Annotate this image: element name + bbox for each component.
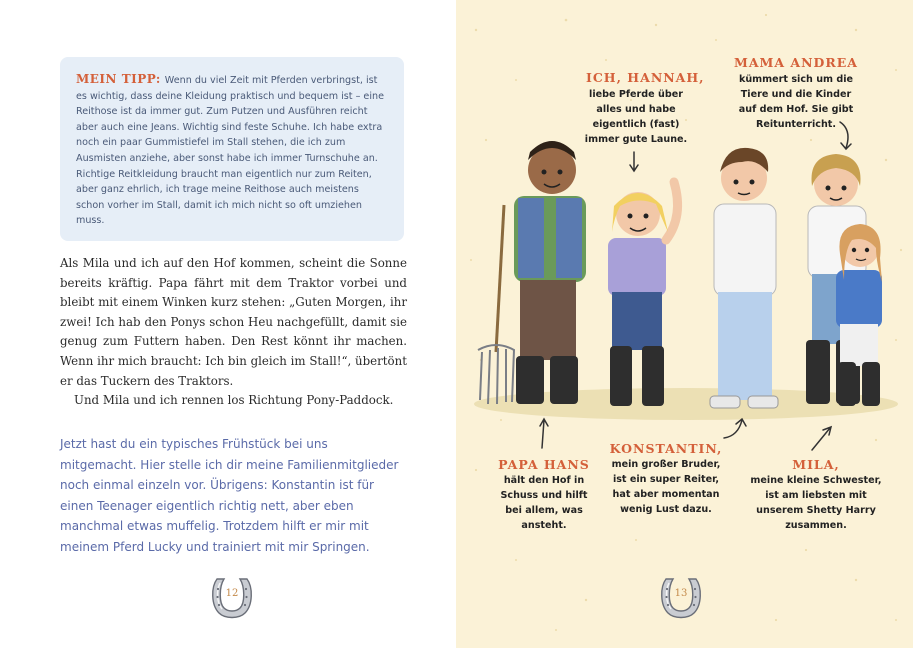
hannah-name: ICH, HANNAH, [586, 70, 705, 85]
page-number-left: 12 [225, 588, 239, 599]
horseshoe-icon [658, 575, 704, 623]
hans-description: hält den Hof in Schuss und hilft bei allem, was ansteht. [500, 475, 588, 531]
andrea-name: MAMA ANDREA [733, 55, 858, 70]
tip-text: Wenn du viel Zeit mit Pferden verbringst, ist es wichtig, dass deine Kleidung praktisch und bequem ist – eine Reithose ist da immer gut. Zum Putzen und Ausführen reicht aber auch eine Jeans. Wichtig sind feste Schuhe. Ich habe extra noch ein paar Gummistiefel im Stall stehen, die ich zum Ausmisten anziehe, aber sonst habe ich immer Turnschuhe an. Richtige Reitkleidung braucht man eigentlich nur zum Reiten, aber ganz ehrlich, ich trage meine Reithose auch meistens schon vorher im Stall, damit ich mich nicht so oft umziehen muss. [76, 75, 384, 227]
konstantin-figure [710, 148, 778, 408]
konstantin-description: mein großer Bruder, ist ein super Reiter, hat aber momentan wenig Lust dazu. [611, 459, 721, 515]
tip-box [60, 57, 404, 241]
left-page [0, 0, 456, 648]
andrea-description: kümmert sich um die Tiere und die Kinder auf dem Hof. Sie gibt Reitunterricht. [738, 74, 854, 130]
story-text [60, 254, 407, 411]
story-paragraph-1: Als Mila und ich auf den Hof kommen, scheint die Sonne bereits kräftig. Papa fährt mit dem Traktor vorbei und bleibt mit einem Winken kurz stehen: „Guten Morgen, ihr zwei! Ich hab den Ponys schon Heu nachgefüllt, damit sie genug zum Futtern haben. Den Rest könnt ihr machen. Wenn ihr mich braucht: Ich bin gleich im Stall!“, übertönt er das Tuckern des Traktors. [60, 256, 407, 388]
papa-hans-figure [478, 141, 586, 404]
hans-name: PAPA HANS [498, 457, 590, 472]
hannah-description: liebe Pferde über alles und habe eigentlich (fast) immer gute Laune. [584, 89, 688, 145]
family-intro-text: Jetzt hast du ein typisches Frühstück bei uns mitgemacht. Hier stelle ich dir meine Familienmitglieder noch einmal einzeln vor. Übrigens: Konstantin ist für einen Teenager eigentlich richtig nett, aber eben manchmal etwas muffelig. Trotzdem hilft er mir mit meinem Pferd Lucky und trainiert mit mir Springen. [60, 437, 399, 554]
horseshoe-icon [209, 575, 255, 623]
mila-description: meine kleine Schwester, ist am liebsten mit unserem Shetty Harry zusammen. [750, 475, 882, 531]
right-page [456, 0, 913, 648]
konstantin-name: KONSTANTIN, [609, 441, 723, 456]
hannah-figure [608, 182, 678, 406]
story-paragraph-2: Und Mila und ich rennen los Richtung Pony-Paddock. [74, 393, 394, 408]
page-number-right: 13 [674, 588, 688, 599]
tip-label: MEIN TIPP: [76, 72, 161, 86]
mila-name: MILA, [792, 457, 840, 472]
